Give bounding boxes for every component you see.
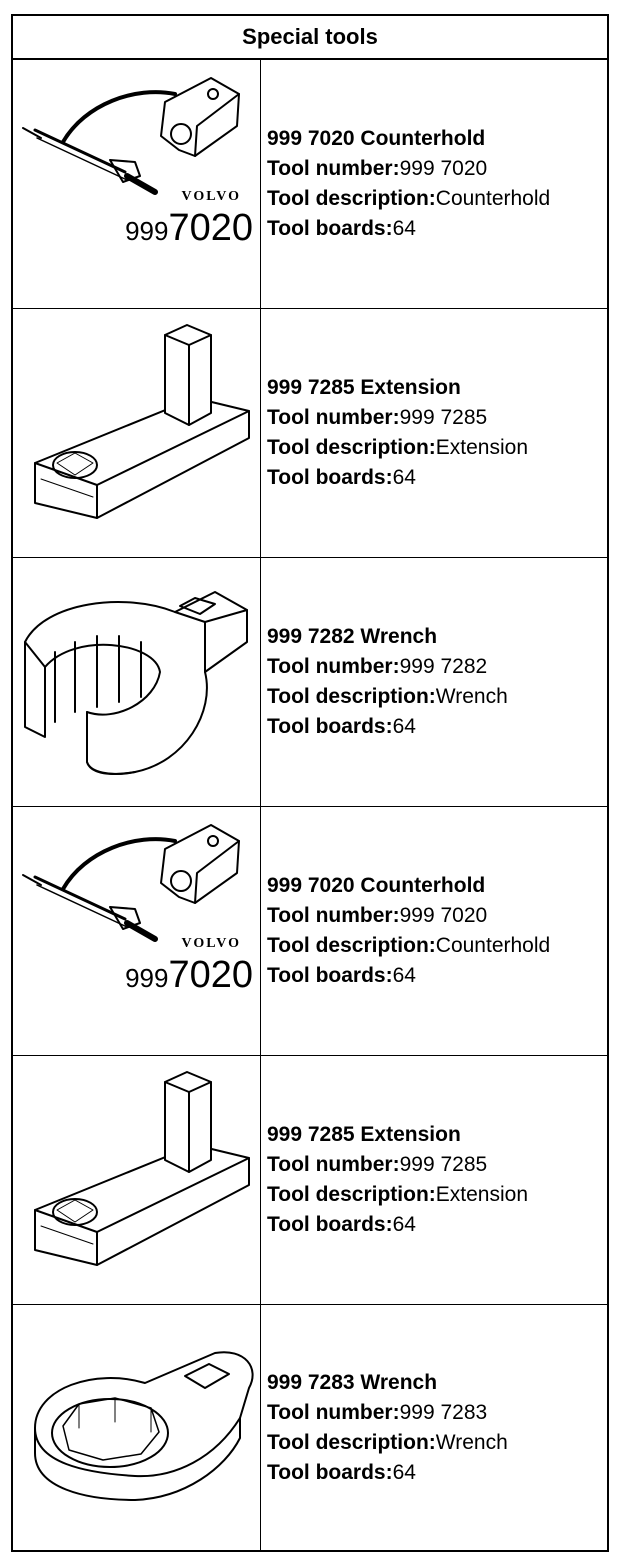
tool-number-value: 999 7282	[399, 655, 488, 678]
tool-number-value: 999 7285	[399, 1153, 488, 1176]
tool-info	[261, 807, 607, 1055]
extension-illustration	[13, 1056, 261, 1304]
crowfoot-wrench-illustration	[13, 558, 261, 806]
tool-number-value: 999 7285	[399, 406, 488, 429]
tool-info	[261, 1056, 607, 1304]
tool-number-label: Tool number:	[267, 406, 400, 429]
tool-row	[13, 309, 607, 558]
tool-boards-value: 64	[392, 1461, 416, 1484]
stamp-number: 7020	[167, 954, 253, 996]
tool-description-label: Tool description:	[267, 187, 436, 210]
tool-title: 999 7020 Counterhold	[267, 127, 486, 150]
tool-description-value: Wrench	[435, 1431, 508, 1454]
tool-number-value: 999 7020	[399, 157, 488, 180]
tool-boards-value: 64	[392, 715, 416, 738]
tool-description-value: Wrench	[435, 685, 508, 708]
counterhold-illustration	[13, 807, 261, 1055]
stamp-prefix: 999	[124, 963, 168, 993]
tool-description-value: Counterhold	[435, 187, 551, 210]
tool-row	[13, 60, 607, 309]
tool-boards-value: 64	[392, 964, 416, 987]
tool-description-label: Tool description:	[267, 1431, 436, 1454]
stamp-number: 7020	[167, 207, 253, 249]
tool-boards-value: 64	[392, 466, 416, 489]
stamp-brand: VOLVO	[181, 189, 241, 204]
tool-description-label: Tool description:	[267, 436, 436, 459]
tool-number-value: 999 7283	[399, 1401, 488, 1424]
table-title: Special tools	[242, 24, 378, 49]
tool-title: 999 7285 Extension	[267, 376, 461, 399]
extension-illustration	[13, 309, 261, 557]
tool-info	[261, 1305, 607, 1551]
tool-info	[261, 309, 607, 557]
tool-title: 999 7285 Extension	[267, 1123, 461, 1146]
tool-number-label: Tool number:	[267, 1401, 400, 1424]
tool-boards-value: 64	[392, 1213, 416, 1236]
tool-title: 999 7020 Counterhold	[267, 874, 486, 897]
tool-number-value: 999 7020	[399, 904, 488, 927]
tool-boards-label: Tool boards:	[267, 466, 393, 489]
svg-text:9997020	[125, 954, 253, 996]
special-tools-table	[11, 14, 609, 1552]
tool-title: 999 7282 Wrench	[267, 625, 438, 648]
tool-boards-label: Tool boards:	[267, 217, 393, 240]
tool-boards-label: Tool boards:	[267, 1213, 393, 1236]
svg-text:9997020	[125, 207, 253, 249]
tool-description-label: Tool description:	[267, 1183, 436, 1206]
tool-description-label: Tool description:	[267, 685, 436, 708]
tool-description-value: Extension	[435, 1183, 529, 1206]
tool-number-label: Tool number:	[267, 904, 400, 927]
tool-number-label: Tool number:	[267, 157, 400, 180]
tool-info	[261, 558, 607, 806]
tool-row	[13, 1056, 607, 1305]
tool-description-label: Tool description:	[267, 934, 436, 957]
tool-description-value: Extension	[435, 436, 529, 459]
stamp-prefix: 999	[124, 216, 168, 246]
tool-boards-label: Tool boards:	[267, 964, 393, 987]
table-header	[13, 16, 607, 60]
tool-boards-label: Tool boards:	[267, 715, 393, 738]
tool-number-label: Tool number:	[267, 1153, 400, 1176]
tool-title: 999 7283 Wrench	[267, 1371, 438, 1394]
tool-row	[13, 807, 607, 1056]
tool-description-value: Counterhold	[435, 934, 551, 957]
tool-boards-value: 64	[392, 217, 416, 240]
stamp-brand: VOLVO	[181, 936, 241, 951]
tool-row	[13, 558, 607, 807]
tool-number-label: Tool number:	[267, 655, 400, 678]
tool-boards-label: Tool boards:	[267, 1461, 393, 1484]
ring-wrench-illustration	[13, 1305, 261, 1551]
counterhold-illustration	[13, 60, 261, 308]
tool-row	[13, 1305, 607, 1551]
tool-info	[261, 60, 607, 308]
